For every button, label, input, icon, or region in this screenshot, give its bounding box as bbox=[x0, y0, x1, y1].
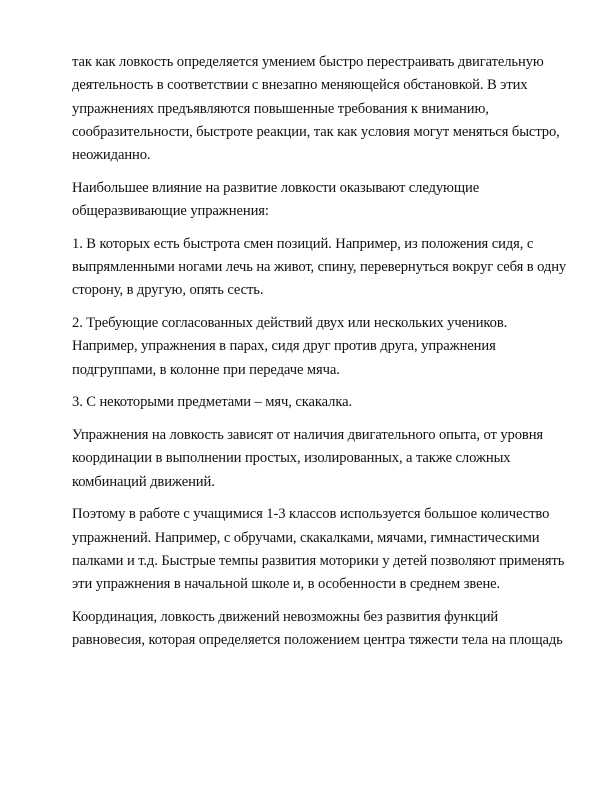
text-line: комбинаций движений. bbox=[72, 473, 215, 490]
text-line: эти упражнения в начальной школе и, в особенности в среднем звене. bbox=[72, 576, 501, 593]
paragraph-3 bbox=[72, 233, 567, 303]
text-line: Например, упражнения в парах, сидя друг против друга, упражнения bbox=[72, 338, 496, 355]
text-line: 1. В которых есть быстрота смен позиций. Например, из положения сидя, с bbox=[72, 235, 534, 252]
paragraph-5 bbox=[72, 391, 552, 414]
text-line: так как ловкость определяется умением быстро перестраивать двигательную bbox=[72, 54, 544, 70]
paragraph-1 bbox=[72, 51, 560, 167]
text-line: выпрямленными ногами лечь на живот, спину, перевернуться вокруг себя в одну bbox=[72, 259, 567, 276]
paragraph-2 bbox=[72, 177, 552, 224]
text-line: деятельность в соответствии с внезапно меняющейся обстановкой. В этих bbox=[72, 77, 528, 94]
document-body bbox=[72, 51, 567, 662]
text-line: Поэтому в работе с учащимися 1-3 классов используется большое количество bbox=[72, 506, 550, 523]
text-line: Наибольшее влияние на развитие ловкости оказывают следующие bbox=[72, 179, 480, 196]
text-line: Координация, ловкость движений невозможны без развития функций bbox=[72, 608, 499, 625]
text-line: неожиданно. bbox=[72, 147, 151, 164]
text-line: сторону, в другую, опять сесть. bbox=[72, 282, 264, 299]
text-line: 3. С некоторыми предметами – мяч, скакалка. bbox=[72, 394, 353, 411]
text-line: палками и т.д. Быстрые темпы развития моторики у детей позволяют применять bbox=[72, 552, 565, 569]
text-line: подгруппами, в колонне при передаче мяча. bbox=[72, 361, 340, 378]
text-line: сообразительности, быстроте реакции, так как условия могут меняться быстро, bbox=[72, 123, 560, 140]
text-line: общеразвивающие упражнения: bbox=[72, 203, 269, 220]
text-line: 2. Требующие согласованных действий двух или нескольких учеников. bbox=[72, 315, 508, 332]
text-line: упражнений. Например, с обручами, скакалками, мячами, гимнастическими bbox=[72, 529, 540, 546]
paragraph-6 bbox=[72, 424, 552, 494]
text-line: упражнениях предъявляются повышенные требования к вниманию, bbox=[72, 100, 489, 117]
paragraph-7 bbox=[72, 503, 565, 596]
paragraph-8 bbox=[72, 606, 563, 653]
text-line: координации в выполнении простых, изолированных, а также сложных bbox=[72, 450, 511, 467]
text-line: Упражнения на ловкость зависят от наличия двигательного опыта, от уровня bbox=[72, 427, 544, 444]
paragraph-4 bbox=[72, 312, 552, 382]
text-line: равновесия, которая определяется положением центра тяжести тела на площадь bbox=[72, 632, 563, 649]
